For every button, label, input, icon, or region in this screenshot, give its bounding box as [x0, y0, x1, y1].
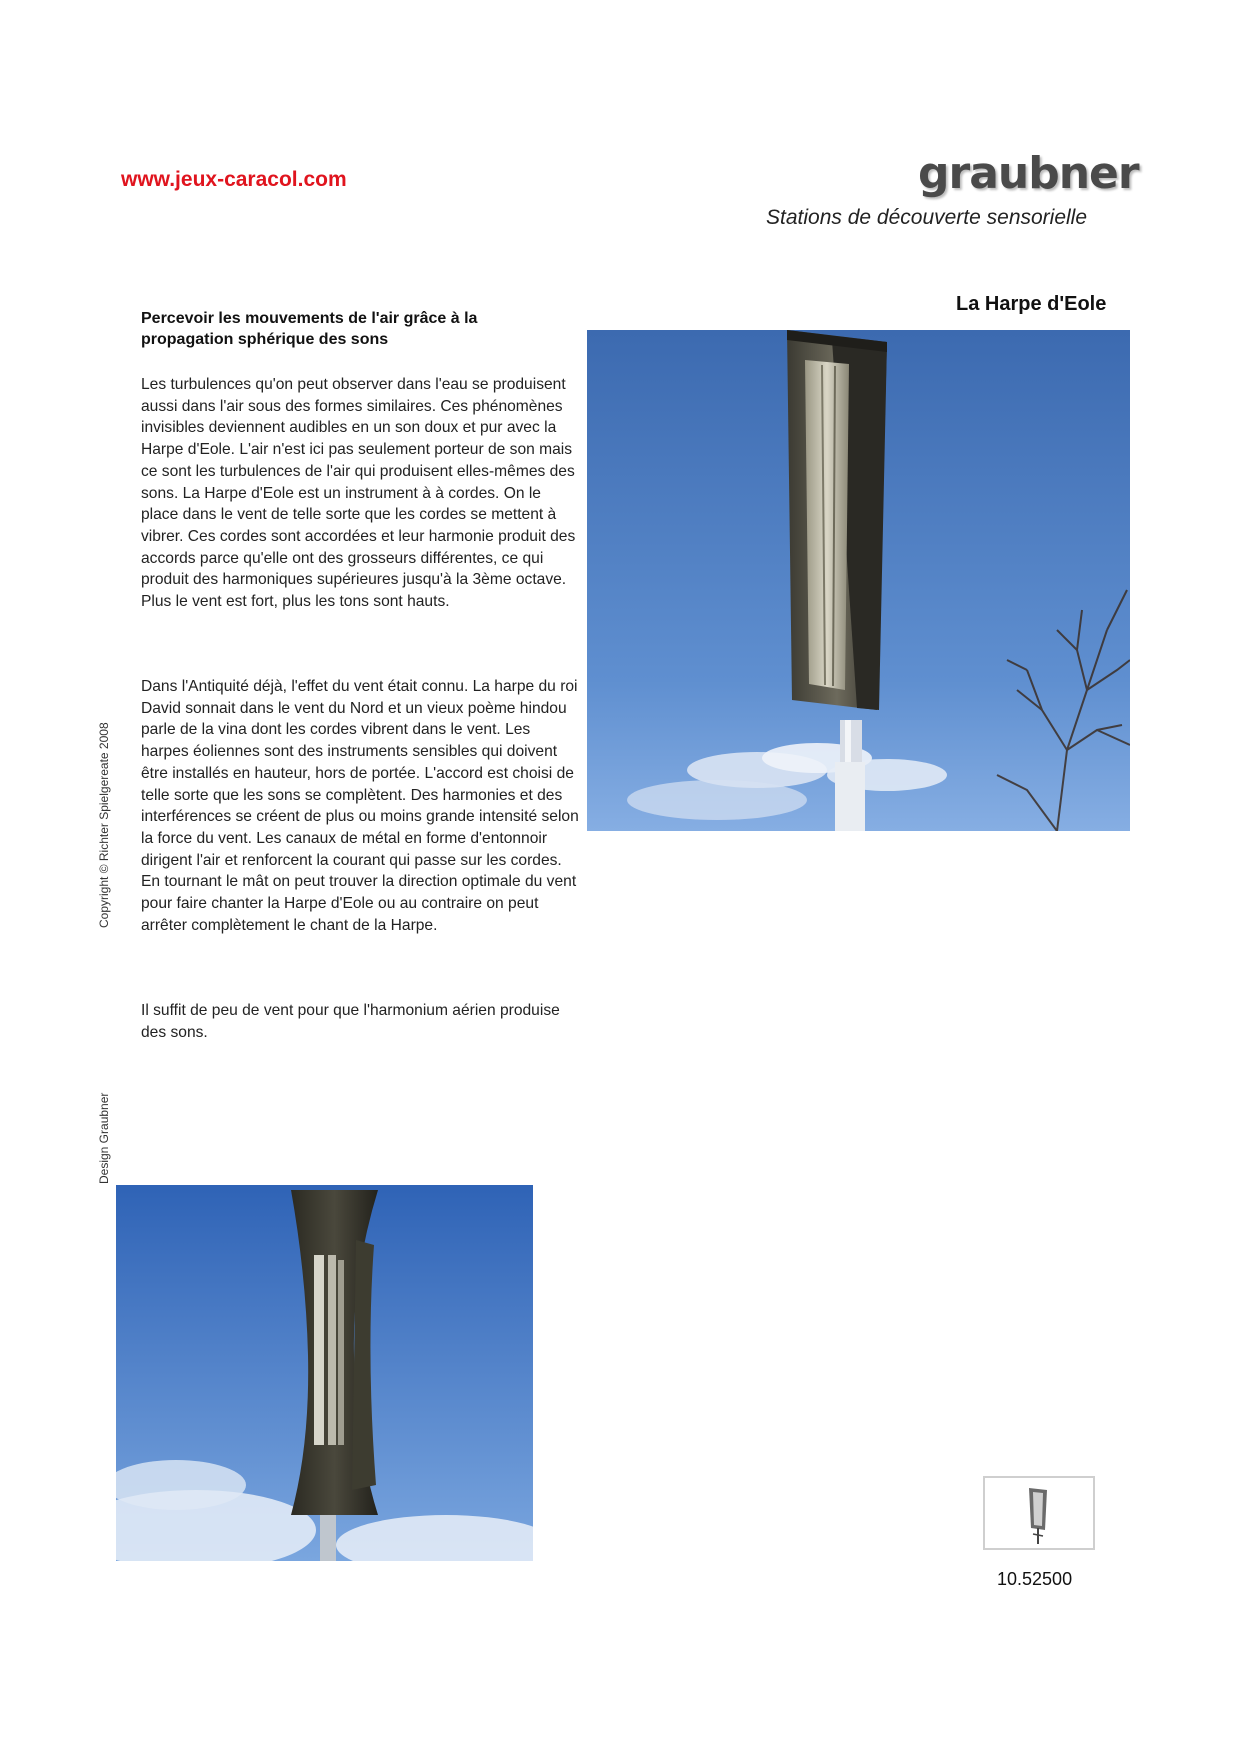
article-paragraph-1: Les turbulences qu'on peut observer dans l'eau se produisent aussi dans l'air sous des formes similaires. Ces phénomènes invisibles deviennent audibles en un son doux et pur avec la Harpe d'Eole. L'air n'est ici pas seulement porteur de son mais ce sont les turbulences de l'air qui produisent elles-mêmes des sons. La Harpe d'Eole est un instrument à à cordes. On le place dans le vent de telle sorte que les cordes se mettent à vibrer. Ces cordes sont accordées et leur harmonie produit des accords parce qu'elle ont des grosseurs différentes, ce qui produit des harmoniques supérieures jusqu'à la 3ème octave. Plus le vent est fort, plus les tons sont hauts.: [141, 376, 576, 611]
product-title: La Harpe d'Eole: [956, 293, 1107, 315]
article-paragraph-3: Il suffit de peu de vent pour que l'harmonium aérien produise des sons.: [141, 1002, 560, 1041]
website-link[interactable]: www.jeux-caracol.com: [121, 168, 347, 191]
article-heading: Percevoir les mouvements de l'air grâce à la propagation sphérique des sons: [141, 310, 478, 348]
main-photo: [587, 330, 1130, 831]
brand-logo: graubner: [918, 148, 1139, 199]
article-paragraph-2: Dans l'Antiquité déjà, l'effet du vent était connu. La harpe du roi David sonnait dans le vent du Nord et un vieux poème hindou parle de la vina dont les cordes vibrent dans le vent. Les harpes éoliennes sont des instruments sensibles qui doivent être installés en hauteur, hors de portée. L'accord est choisi de telle sorte que les sons se complètent. Des harmonies et des interférences se créent de plus ou moins grande intensité selon la force du vent. Les canaux de métal en forme d'entonnoir dirigent l'air et renforcent la courant qui passe sur les cordes. En tournant le mât on peut trouver la direction optimale du vent pour faire chanter la Harpe d'Eole ou au contraire on peut arrêter complètement le chant de la Harpe.: [141, 678, 579, 934]
article-number: 10.52500: [997, 1569, 1073, 1589]
tagline: Stations de découverte sensorielle: [766, 206, 1088, 229]
product-thumbnail: [983, 1476, 1095, 1550]
harp-pictogram-icon: [985, 1478, 1093, 1548]
secondary-photo: [116, 1185, 533, 1561]
design-credit: Design Graubner: [97, 1092, 111, 1184]
copyright-note: Copyright © Richter Spielgereate 2008: [97, 722, 111, 928]
